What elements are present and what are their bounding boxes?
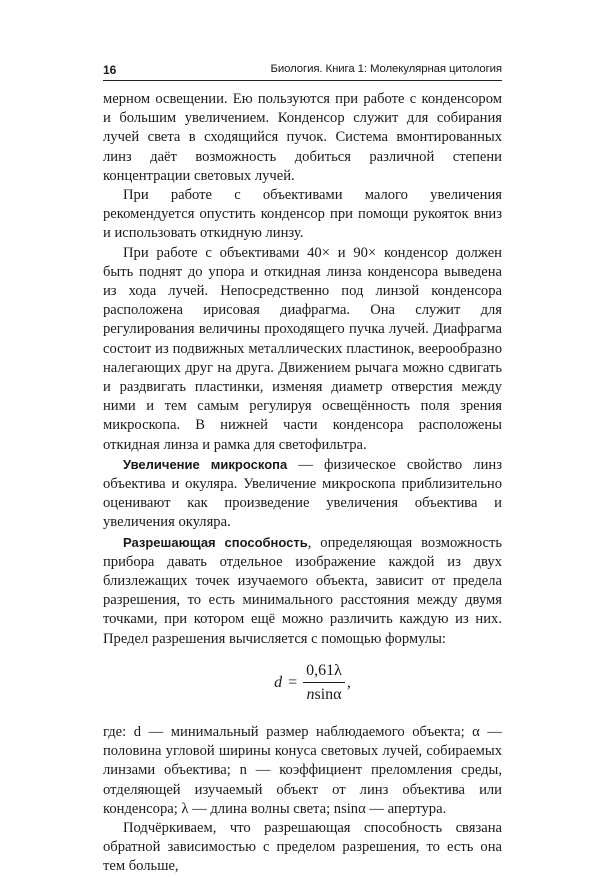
formula-equals: = bbox=[288, 674, 298, 692]
body-text bbox=[103, 90, 502, 877]
formula-lhs: d bbox=[274, 674, 283, 692]
paragraph-continuation: мерном освещении. Ею пользуются при работе с конденсором и большим увеличением. Конденсор служит для собирания лучей света в сходящийся пучок. Система вмонтированных линз даёт возможность добиться различной степени концентрации световых лучей. bbox=[103, 91, 502, 184]
formula-fraction bbox=[303, 661, 345, 704]
term-magnification: Увеличение микроскопа bbox=[123, 456, 288, 472]
formula-denominator-n: n bbox=[306, 686, 315, 704]
formula-denominator-sin: sinα bbox=[314, 686, 342, 704]
page-number: 16 bbox=[103, 63, 117, 77]
formula-numerator: 0,61λ bbox=[303, 661, 345, 683]
paragraph-low-magnification: При работе с объективами малого увеличения рекомендуется опустить конденсор при помощи рукояток вниз и использовать откидную линзу. bbox=[103, 187, 502, 242]
paragraph-resolution bbox=[103, 533, 502, 649]
running-title: Биология. Книга 1: Молекулярная цитология bbox=[270, 63, 502, 75]
resolution-formula bbox=[103, 651, 502, 715]
magnification-definition: — физическое свойство линз объектива и окуляра. Увеличение микроскопа приблизительно оценивают как произведение увеличения объектива и увеличения окуляра. bbox=[103, 456, 502, 531]
running-header bbox=[103, 62, 502, 81]
term-resolution: Разрешающая способность bbox=[123, 534, 308, 550]
resolution-definition: , определяющая возможность прибора давать отдельное изображение каждой из двух близлежащих точек изучаемого объекта, зависит от предела разрешения, то есть минимального расстояния между двумя точками, при котором ещё можно различить каждую из них. Предел разрешения вычисляется с помощью формулы: bbox=[103, 534, 502, 647]
paragraph-magnification bbox=[103, 455, 502, 533]
paragraph-high-magnification: При работе с объективами 40× и 90× конденсор должен быть поднят до упора и откидная линза конденсора выведена из хода лучей. Непосредственно под линзой конденсора расположена ирисовая диафрагма. Она служит для регулирования величины проходящего пучка лучей. Диафрагма состоит из подвижных металлических пластинок, веерообразно налегающих друг на друга. Движением рычага можно сдвигать и раздвигать пластинки, изменяя диаметр отверстия между ними и тем самым регулируя освещённость поля зрения микроскопа. В нижней части конденсора расположены откидная линза и рамка для светофильтра. bbox=[103, 244, 502, 453]
paragraph-formula-legend: где: d — минимальный размер наблюдаемого объекта; α — половина угловой ширины конуса световых лучей, собираемых линзами объектива; n — коэффициент преломления среды, отделяющей изучаемый объект от линз объектива или конденсора; λ — длина волны света; nsinα — апертура. bbox=[103, 723, 502, 817]
formula-denominator bbox=[303, 683, 344, 704]
paragraph-conclusion: Подчёркиваем, что разрешающая способность связана обратной зависимостью с пределом разрешения, то есть она тем больше, bbox=[103, 819, 502, 875]
formula-comma: , bbox=[346, 674, 351, 692]
